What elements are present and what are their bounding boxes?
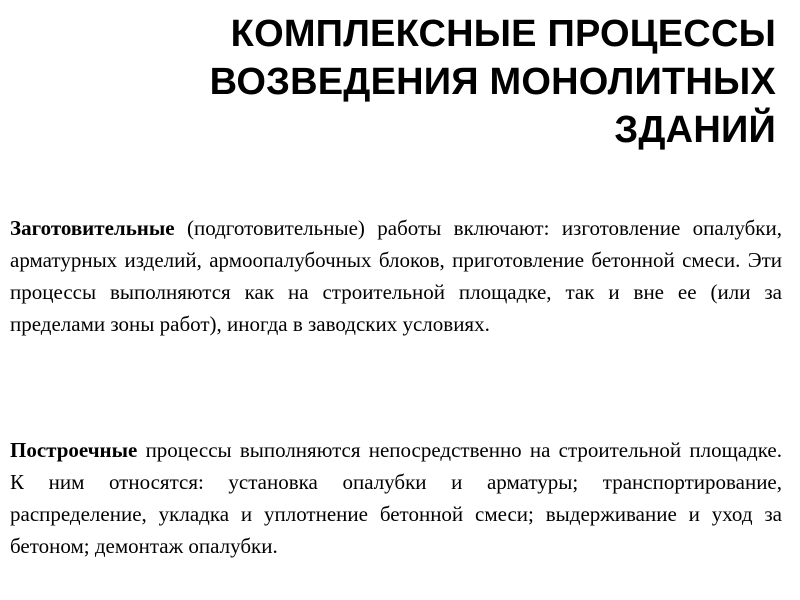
paragraph-preparatory-works-lead: Заготовительные [10,216,175,240]
paragraph-onsite-processes-text: процессы выполняются непосредственно на строительной площадке. К ним относятся: установка опалубки и арматуры; транспортирование, распределение, укладка и уплотнение бетонной смеси; выдерживание и уход за бетоном; демонтаж опалубки. [10,438,782,558]
paragraph-onsite-processes-lead: Построечные [10,438,138,462]
paragraph-preparatory-works [10,212,782,340]
paragraph-preparatory-works-text: (подготовительные) работы включают: изготовление опалубки, арматурных изделий, армоопалубочных блоков, приготовление бетонной смеси. Эти процессы выполняются как на строительной площадке, так и вне ее (или за пределами зоны работ), иногда в заводских условиях. [10,216,782,336]
slide-title [56,10,776,154]
slide-title-line-3: ЗДАНИЙ [614,109,776,151]
slide-title-line-2: ВОЗВЕДЕНИЯ МОНОЛИТНЫХ [209,61,776,103]
paragraph-onsite-processes [10,434,782,562]
slide-title-line-1: КОМПЛЕКСНЫЕ ПРОЦЕССЫ [230,13,776,55]
